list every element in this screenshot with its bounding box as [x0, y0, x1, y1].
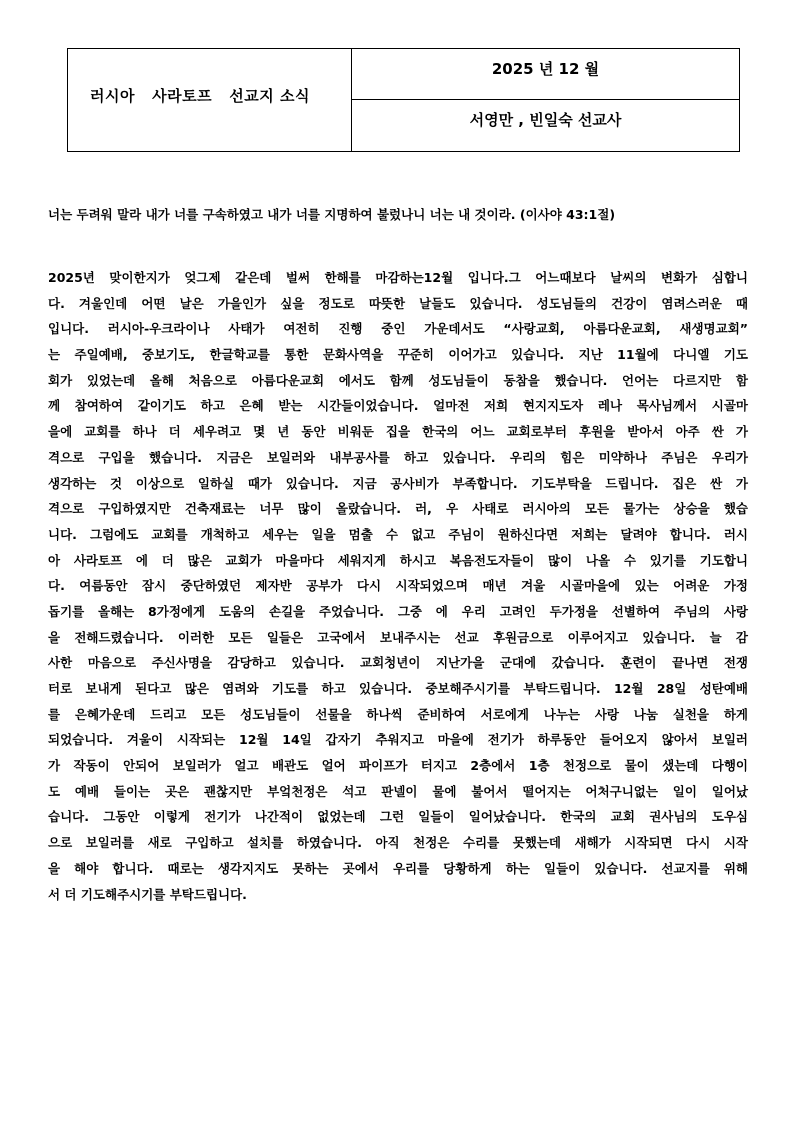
body-line: 회가 있었는데 올해 처음으로 아름다운교회 에서도 함께 성도님들이 동참을 했습니다. 언어는 다르지만 함 — [48, 372, 748, 388]
body-line: 다. 여름동안 잠시 중단하였던 제자반 공부가 다시 시작되었으며 매년 겨울 시골마을에 있는 어려운 가정 — [48, 578, 748, 594]
body-line: 격으로 구입하였지만 건축재료는 너무 많이 올랐습니다. 러, 우 사태로 러시아의 모든 물가는 상승을 했습 — [48, 501, 748, 517]
body-line: 을 전해드렸습니다. 이러한 모든 일들은 고국에서 보내주시는 선교 후원금으로 이루어지고 있습니다. 늘 감 — [48, 629, 748, 645]
header-table — [67, 48, 740, 152]
body-line: 생각하는 것 이상으로 일하실 때가 있습니다. 지금 공사비가 부족합니다. 기도부탁을 드립니다. 집은 싼 가 — [48, 475, 748, 491]
body-line: 는 주일예배, 중보기도, 한글학교를 통한 문화사역을 꾸준히 이어가고 있습니다. 지난 11월에 다니엘 기도 — [48, 347, 748, 363]
newsletter-title: 러시아 사라토프 선교지 소식 — [90, 87, 310, 105]
body-line: 니다. 그럼에도 교회를 개척하고 세우는 일을 멈출 수 없고 주님이 원하신다면 저희는 달려야 합니다. 러시 — [48, 526, 748, 542]
missionaries-cell: 서영만 , 빈일숙 선교사 — [469, 111, 622, 129]
body-line: 께 참여하여 같이기도 하고 은혜 받는 시간들이었습니다. 얼마전 저희 현지지도자 레나 목사님께서 시골마 — [48, 398, 748, 414]
body-line: 사한 마음으로 주신사명을 감당하고 있습니다. 교회청년이 지난가을 군대에 갔습니다. 훈련이 끝나면 전쟁 — [48, 655, 748, 671]
body-line: 격으로 구입을 했습니다. 지금은 보일러와 내부공사를 하고 있습니다. 우리의 힘은 미약하나 주님은 우리가 — [48, 449, 748, 465]
body-line: 을 해야 합니다. 때로는 생각지지도 못하는 곳에서 우리를 당황하게 하는 일들이 있습니다. 선교지를 위해 — [48, 860, 748, 876]
letter-body — [48, 265, 748, 907]
body-line: 서 더 기도해주시기를 부탁드립니다. — [48, 886, 247, 902]
body-line: 도 예배 들이는 곳은 괜찮지만 부엌천정은 석고 판넬이 물에 불어서 떨어지는 어처구니없는 일이 일어났 — [48, 783, 748, 799]
body-line: 2025년 맞이한지가 엊그제 같은데 벌써 한해를 마감하는12월 입니다.그 어느때보다 날씨의 변화가 심합니 — [48, 270, 748, 285]
bible-verse: 너는 두려워 말라 내가 너를 구속하였고 내가 너를 지명하여 불렀나니 너는 내 것이라. (이사야 43:1절) — [48, 207, 616, 222]
body-line: 가 작동이 안되어 보일러가 얼고 배관도 얼어 파이프가 터지고 2층에서 1층 천정으로 물이 샜는데 다행이 — [48, 758, 748, 774]
body-line: 돕기를 올해는 8가정에게 도움의 손길을 주었습니다. 그중 에 우리 고려인 두가정을 선별하여 주님의 사랑 — [48, 603, 748, 619]
body-line: 으로 보일러를 새로 구입하고 설치를 하였습니다. 아직 천정은 수리를 못했는데 새해가 시작되면 다시 시작 — [48, 835, 748, 851]
body-line: 되었습니다. 겨울이 시작되는 12월 14일 갑자기 추워지고 마을에 전기가 하루동안 들어오지 않아서 보일러 — [48, 732, 748, 748]
body-line: 를 은혜가운데 드리고 모든 성도님들이 선물을 하나씩 준비하여 서로에게 나누는 사랑 나눔 실천을 하게 — [48, 706, 748, 722]
body-line: 아 사라토프 에 더 많은 교회가 마을마다 세워지게 하시고 복음전도자들이 많이 나올 수 있기를 기도합니 — [48, 552, 748, 568]
title-cell — [68, 49, 352, 151]
body-line: 터로 보내게 된다고 많은 염려와 기도를 하고 있습니다. 중보해주시기를 부탁드립니다. 12월 28일 성탄예배 — [48, 681, 748, 696]
date-cell: 2025 년 12 월 — [352, 49, 739, 100]
body-line: 다. 겨울인데 어떤 날은 가을인가 싶을 정도로 따뜻한 날들도 있습니다. 성도님들의 건강이 염려스러운 때 — [48, 295, 748, 311]
body-line: 을에 교회를 하나 더 세우려고 몇 년 동안 비워둔 집을 한국의 어느 교회로부터 후원을 받아서 아주 싼 가 — [48, 424, 748, 440]
body-line: 입니다. 러시아-우크라이나 사태가 여전히 진행 중인 가운데서도 “사랑교회, 아름다운교회, 새생명교회” — [48, 321, 748, 337]
body-line: 습니다. 그동안 이렇게 전기가 나간적이 없었는데 그런 일들이 일어났습니다. 한국의 교회 권사님의 도우심 — [48, 809, 748, 825]
